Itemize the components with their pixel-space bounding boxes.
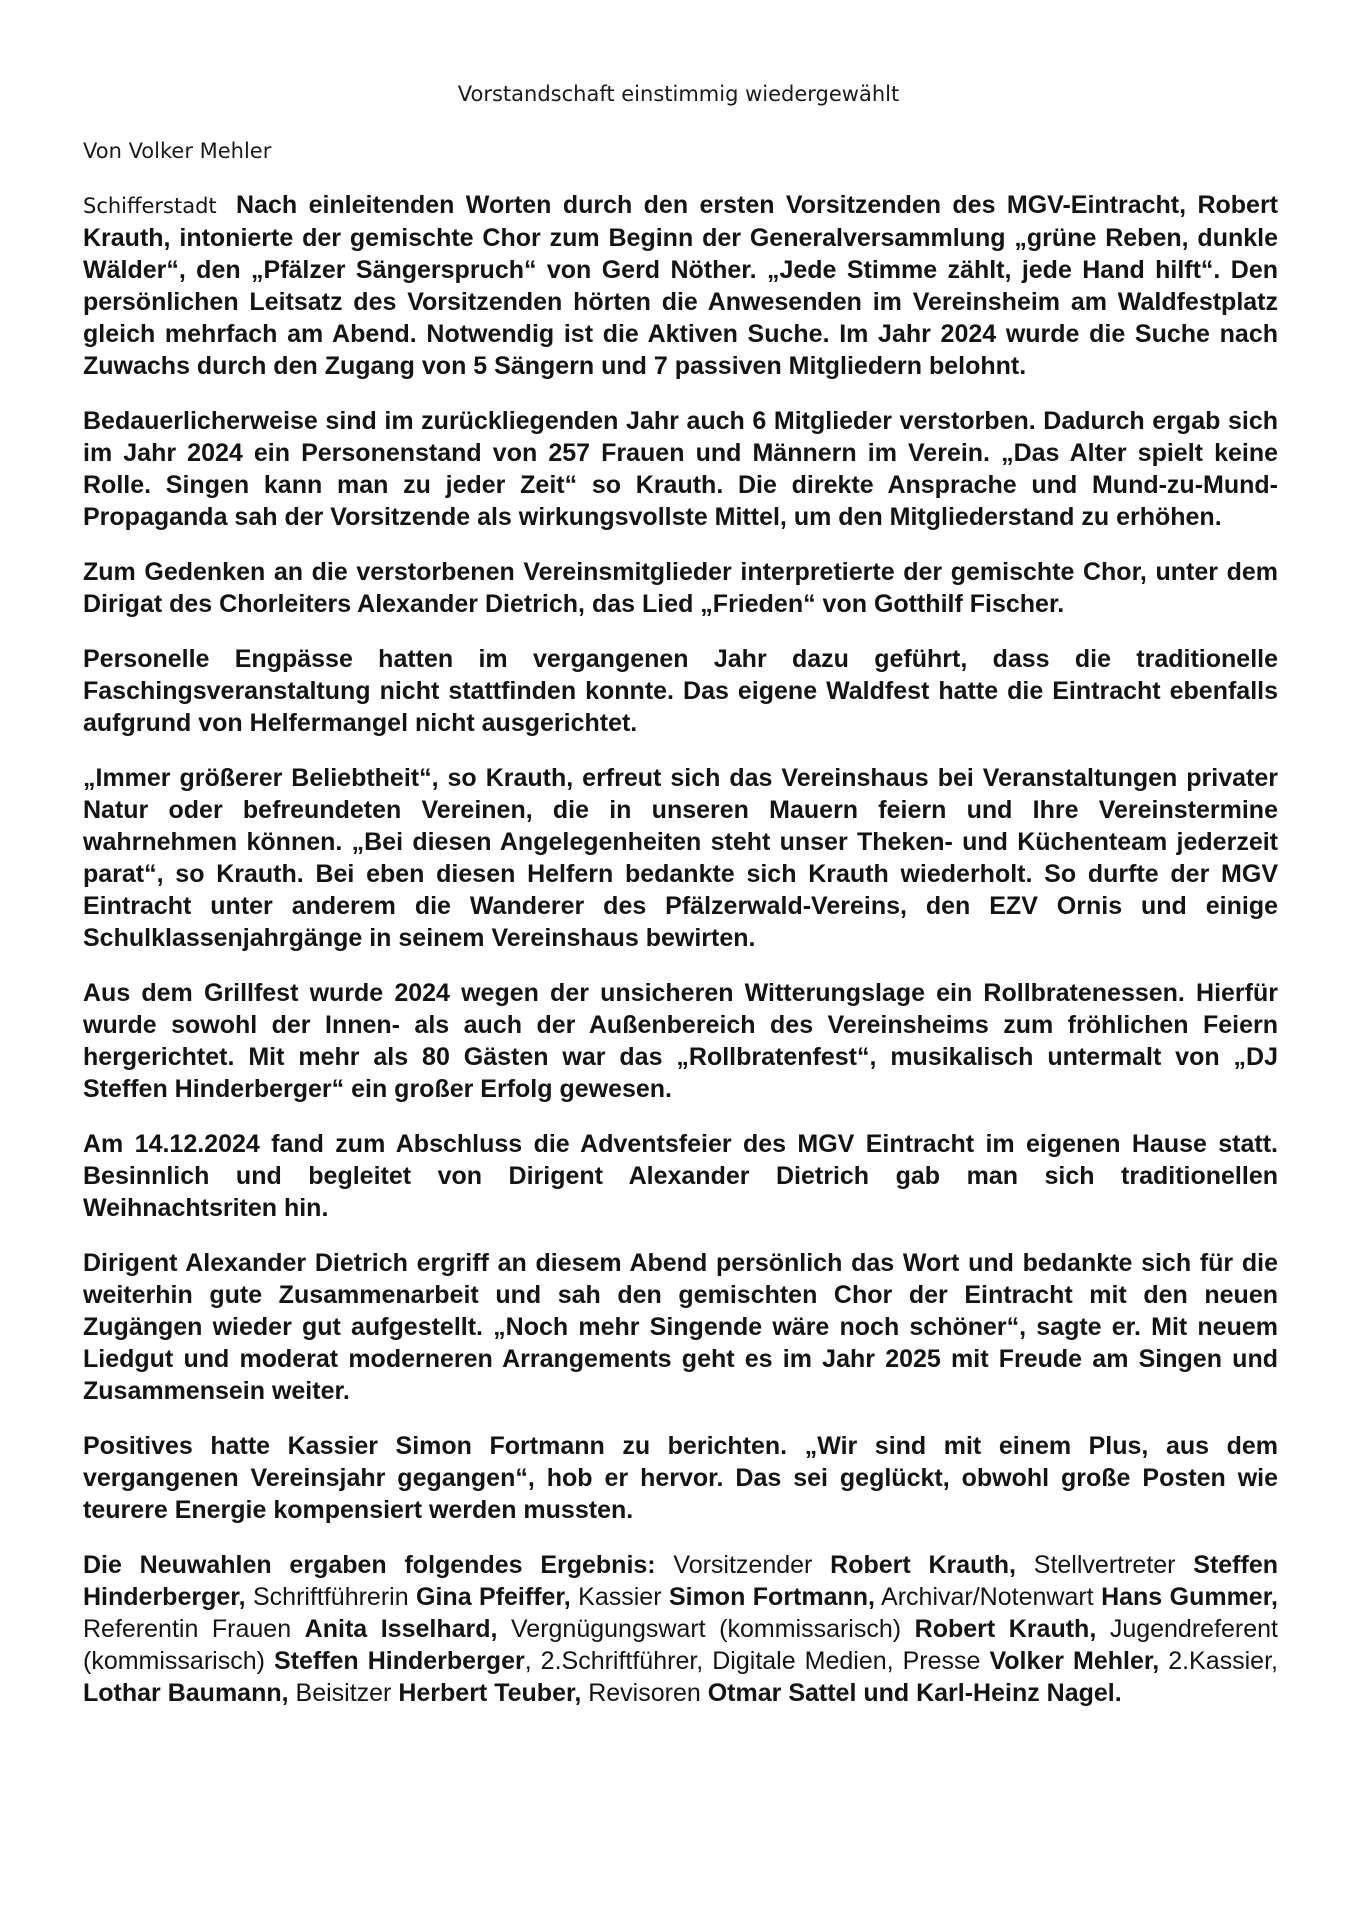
election-person: Steffen Hinderberger,: [83, 1551, 1279, 1611]
paragraph-5: „Immer größerer Beliebtheit“, so Krauth, erfreut sich das Vereinshaus bei Veranstaltungen privater Natur oder befreundeten Vereinen, die in unseren Mauern feiern und Ihre Vereinstermine wahrnehmen können. „Bei diesen Angelegenheiten steht unser Theken- und Küchenteam jederzeit parat“, so Krauth. Bei eben diesen Helfern bedankte sich Krauth wiederholt. So durfte der MGV Eintracht unter anderem die Wanderer des Pfälzerwald-Vereins, den EZV Ornis und einige Schulklassenjahrgänge in seinem Vereinshaus bewirten.: [83, 764, 1278, 952]
election-role: Revisoren: [581, 1679, 708, 1707]
election-role: Archivar/Notenwart: [875, 1583, 1102, 1611]
paragraph-2: Bedauerlicherweise sind im zurückliegenden Jahr auch 6 Mitglieder verstorben. Dadurch ergab sich im Jahr 2024 ein Personenstand von 257 Frauen und Männern im Verein. „Das Alter spielt keine Rolle. Singen kann man zu jeder Zeit“ so Krauth. Die direkte Ansprache und Mund-zu-Mund-Propaganda sah der Vorsitzende als wirkungsvollste Mittel, um den Mitgliederstand zu erhöhen.: [83, 407, 1278, 531]
author-byline: Von Volker Mehler: [83, 139, 272, 163]
election-results: [83, 1549, 1278, 1709]
election-person: Robert Krauth,: [830, 1551, 1016, 1579]
election-person: Volker Mehler,: [989, 1647, 1160, 1675]
election-role: Vorsitzender: [655, 1551, 831, 1579]
election-person: Lothar Baumann,: [83, 1679, 289, 1707]
election-role: Vergnügungswart (kommissarisch): [497, 1615, 915, 1643]
election-person: Otmar Sattel und Karl-Heinz Nagel.: [707, 1679, 1122, 1707]
election-person: Anita Isselhard,: [304, 1615, 498, 1643]
election-person: Herbert Teuber,: [398, 1679, 582, 1707]
election-role: Jugendreferent (kommissarisch): [83, 1615, 1278, 1675]
paragraph-7: Am 14.12.2024 fand zum Abschluss die Adventsfeier des MGV Eintracht im eigenen Hause statt. Besinnlich und begleitet von Dirigent Alexander Dietrich gab man sich traditionellen Weihnachtsriten hin.: [83, 1130, 1278, 1222]
election-person: Hans Gummer,: [1101, 1583, 1278, 1611]
election-role: Referentin Frauen: [83, 1615, 305, 1643]
paragraph-9: Positives hatte Kassier Simon Fortmann zu berichten. „Wir sind mit einem Plus, aus dem vergangenen Vereinsjahr gegangen“, hob er hervor. Das sei geglückt, obwohl große Posten wie teurere Energie kompensiert werden mussten.: [83, 1432, 1278, 1524]
paragraph-text: Nach einleitenden Worten durch den ersten Vorsitzenden des MGV-Eintracht, Robert Krauth, intonierte der gemischte Chor zum Beginn der Generalversammlung „grüne Reben, dunkle Wälder“, den „Pfälzer Sängerspruch“ von Gerd Nöther. „Jede Stimme zählt, jede Hand hilft“. Den persönlichen Leitsatz des Vorsitzenden hörten die Anwesenden im Vereinsheim am Waldfestplatz gleich mehrfach am Abend. Notwendig ist die Aktiven Suche. Im Jahr 2024 wurde die Suche nach Zuwachs durch den Zugang von 5 Sängern und 7 passiven Mitgliedern belohnt.: [83, 191, 1278, 380]
paragraph-4: Personelle Engpässe hatten im vergangenen Jahr dazu geführt, dass die traditionelle Faschingsveranstaltung nicht stattfinden konnte. Das eigene Waldfest hatte die Eintracht ebenfalls aufgrund von Helfermangel nicht ausgerichtet.: [83, 645, 1278, 737]
election-role: Kassier: [570, 1583, 669, 1611]
election-person: Gina Pfeiffer,: [416, 1583, 571, 1611]
election-person: Simon Fortmann,: [668, 1583, 875, 1611]
article-body: [83, 189, 1278, 1732]
election-role: Stellvertreter: [1016, 1551, 1194, 1579]
paragraph-6: Aus dem Grillfest wurde 2024 wegen der unsicheren Witterungslage ein Rollbratenessen. Hierfür wurde sowohl der Innen- als auch der Außenbereich des Vereinsheims zum fröhlichen Feiern hergerichtet. Mit mehr als 80 Gästen war das „Rollbratenfest“, musikalisch untermalt von „DJ Steffen Hinderberger“ ein großer Erfolg gewesen.: [83, 979, 1278, 1103]
election-person: Robert Krauth,: [914, 1615, 1097, 1643]
paragraph-3: Zum Gedenken an die verstorbenen Vereinsmitglieder interpretierte der gemischte Chor, unter dem Dirigat des Chorleiters Alexander Dietrich, das Lied „Frieden“ von Gotthilf Fischer.: [83, 558, 1278, 618]
dateline: Schifferstadt: [83, 194, 217, 218]
election-role: 2.Kassier,: [1159, 1647, 1278, 1675]
election-role: , 2.Schriftführer, Digitale Medien, Presse: [524, 1647, 990, 1675]
paragraph-1: [83, 189, 1278, 382]
headline: Vorstandschaft einstimmig wiedergewählt: [457, 82, 900, 106]
election-intro: Die Neuwahlen ergaben folgendes Ergebnis:: [83, 1551, 656, 1579]
paragraph-8: Dirigent Alexander Dietrich ergriff an diesem Abend persönlich das Wort und bedankte sich für die weiterhin gute Zusammenarbeit und sah den gemischten Chor der Eintracht mit den neuen Zugängen wieder gut aufgestellt. „Noch mehr Singende wäre noch schöner“, sagte er. Mit neuem Liedgut und moderat moderneren Arrangements geht es im Jahr 2025 mit Freude am Singen und Zusammensein weiter.: [83, 1249, 1278, 1405]
election-role: Beisitzer: [288, 1679, 399, 1707]
election-person: Steffen Hinderberger: [273, 1647, 525, 1675]
election-role: Schriftführerin: [245, 1583, 417, 1611]
